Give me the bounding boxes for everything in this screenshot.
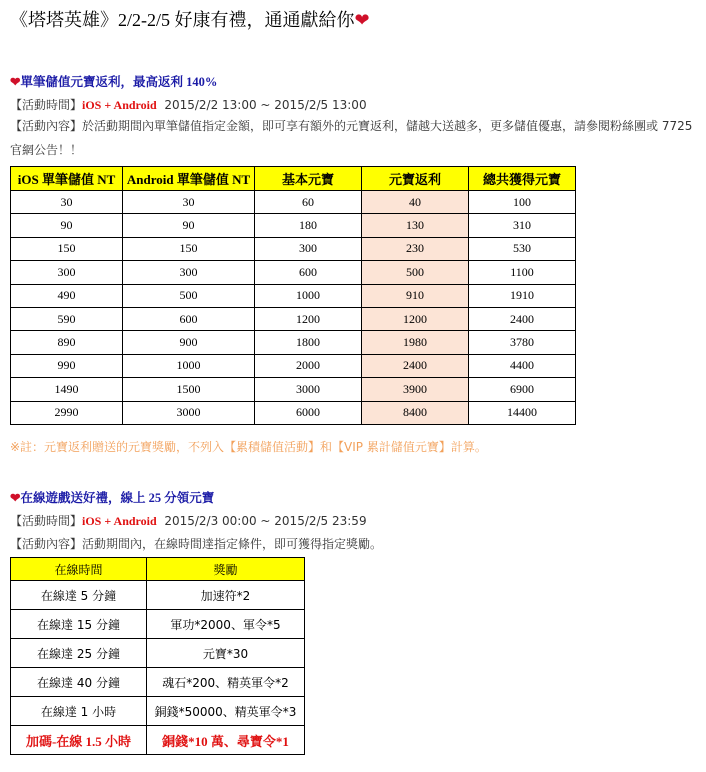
time-value: 2015/2/3 00:00 ~ 2015/2/5 23:59 [164,514,367,528]
section2-content [10,535,382,552]
platform-text: iOS + Android [82,514,157,528]
cell: 1000 [123,354,255,377]
table-row [11,378,576,401]
table-row [11,639,305,668]
cell: 590 [11,307,123,330]
table-header-row [11,167,576,191]
cell: 30 [11,191,123,214]
section1-content [10,114,696,162]
cell: 530 [469,237,576,260]
cell: 2990 [11,401,123,424]
cell: 1910 [469,284,576,307]
table-row [11,581,305,610]
table-row [11,284,576,307]
cell: 310 [469,214,576,237]
cell: 300 [123,261,255,284]
cell: 4400 [469,354,576,377]
cell: 180 [255,214,362,237]
col-header: Android 單筆儲值 NT [123,167,255,191]
col-header: 獎勵 [147,558,305,581]
cell: 元寶*30 [147,639,305,668]
cell: 軍功*2000、軍令*5 [147,610,305,639]
cell: 在線達 1 小時 [11,697,147,726]
section1-heading-text: 單筆儲值元寶返利，最高返利 140% [20,75,218,89]
cell: 60 [255,191,362,214]
cell: 在線達 15 分鐘 [11,610,147,639]
cell: 600 [255,261,362,284]
bonus-row [11,726,305,755]
cell: 600 [123,307,255,330]
page-title [10,6,370,32]
cell: 40 [362,191,469,214]
cell: 銅錢*50000、精英軍令*3 [147,697,305,726]
cell: 在線達 40 分鐘 [11,668,147,697]
heart-icon: ❤ [10,491,21,505]
time-label: 【活動時間】 [10,514,83,528]
table-row [11,331,576,354]
cell: 500 [362,261,469,284]
cell: 14400 [469,401,576,424]
cell: 6900 [469,378,576,401]
cell: 230 [362,237,469,260]
table-row [11,697,305,726]
cell: 1000 [255,284,362,307]
cell: 在線達 25 分鐘 [11,639,147,668]
cell: 2400 [469,307,576,330]
cell: 150 [123,237,255,260]
cell: 2400 [362,354,469,377]
cell: 1200 [255,307,362,330]
cell: 890 [11,331,123,354]
section1-heading [10,72,217,90]
cell: 6000 [255,401,362,424]
section2-heading [10,488,214,506]
cell: 加碼-在線 1.5 小時 [11,726,147,755]
cell: 910 [362,284,469,307]
online-reward-table [10,557,305,755]
col-header: 基本元寶 [255,167,362,191]
col-header: iOS 單筆儲值 NT [11,167,123,191]
cell: 500 [123,284,255,307]
cell: 90 [11,214,123,237]
col-header: 元寶返利 [362,167,469,191]
cell: 1100 [469,261,576,284]
content-text: 於活動期間內單筆儲值指定金額，即可享有額外的元寶返利，儲越大送越多，更多儲值優惠，請參閱粉絲團或 7725 官網公告！！ [10,119,693,157]
cell: 8400 [362,401,469,424]
cell: 1800 [255,331,362,354]
cell: 1200 [362,307,469,330]
section2-time [10,512,367,529]
content-label: 【活動內容】 [10,537,83,551]
table-row [11,401,576,424]
title-text: 《塔塔英雄》2/2-2/5 好康有禮，通通獻給你 [10,10,355,30]
cell: 3000 [255,378,362,401]
cell: 3780 [469,331,576,354]
section1-time [10,96,367,113]
section2-heading-text: 在線遊戲送好禮，線上 25 分領元寶 [20,491,215,505]
time-value: 2015/2/2 13:00 ~ 2015/2/5 13:00 [164,98,367,112]
table-row [11,610,305,639]
cell: 100 [469,191,576,214]
heart-icon: ❤ [10,75,21,89]
col-header: 在線時間 [11,558,147,581]
cell: 300 [255,237,362,260]
cell: 30 [123,191,255,214]
table-row [11,354,576,377]
rebate-table [10,166,576,425]
content-text: 活動期間內，在線時間達指定條件，即可獲得指定獎勵。 [82,537,383,551]
table-row [11,237,576,260]
platform-text: iOS + Android [82,98,157,112]
cell: 在線達 5 分鐘 [11,581,147,610]
table-header-row [11,558,305,581]
cell: 490 [11,284,123,307]
cell: 魂石*200、精英軍令*2 [147,668,305,697]
cell: 3000 [123,401,255,424]
cell: 900 [123,331,255,354]
rebate-note: ※註：元寶返利贈送的元寶獎勵，不列入【累積儲值活動】和【VIP 累計儲值元寶】計算。 [10,440,487,454]
cell: 1980 [362,331,469,354]
heart-icon: ❤ [354,10,370,30]
cell: 300 [11,261,123,284]
table-row [11,668,305,697]
cell: 1490 [11,378,123,401]
time-label: 【活動時間】 [10,98,83,112]
table-row [11,214,576,237]
cell: 加速符*2 [147,581,305,610]
table-row [11,191,576,214]
cell: 150 [11,237,123,260]
cell: 990 [11,354,123,377]
cell: 1500 [123,378,255,401]
cell: 130 [362,214,469,237]
cell: 2000 [255,354,362,377]
table-row [11,307,576,330]
col-header: 總共獲得元寶 [469,167,576,191]
table-row [11,261,576,284]
cell: 90 [123,214,255,237]
cell: 3900 [362,378,469,401]
cell: 銅錢*10 萬、尋寶令*1 [147,726,305,755]
content-label: 【活動內容】 [10,119,83,133]
